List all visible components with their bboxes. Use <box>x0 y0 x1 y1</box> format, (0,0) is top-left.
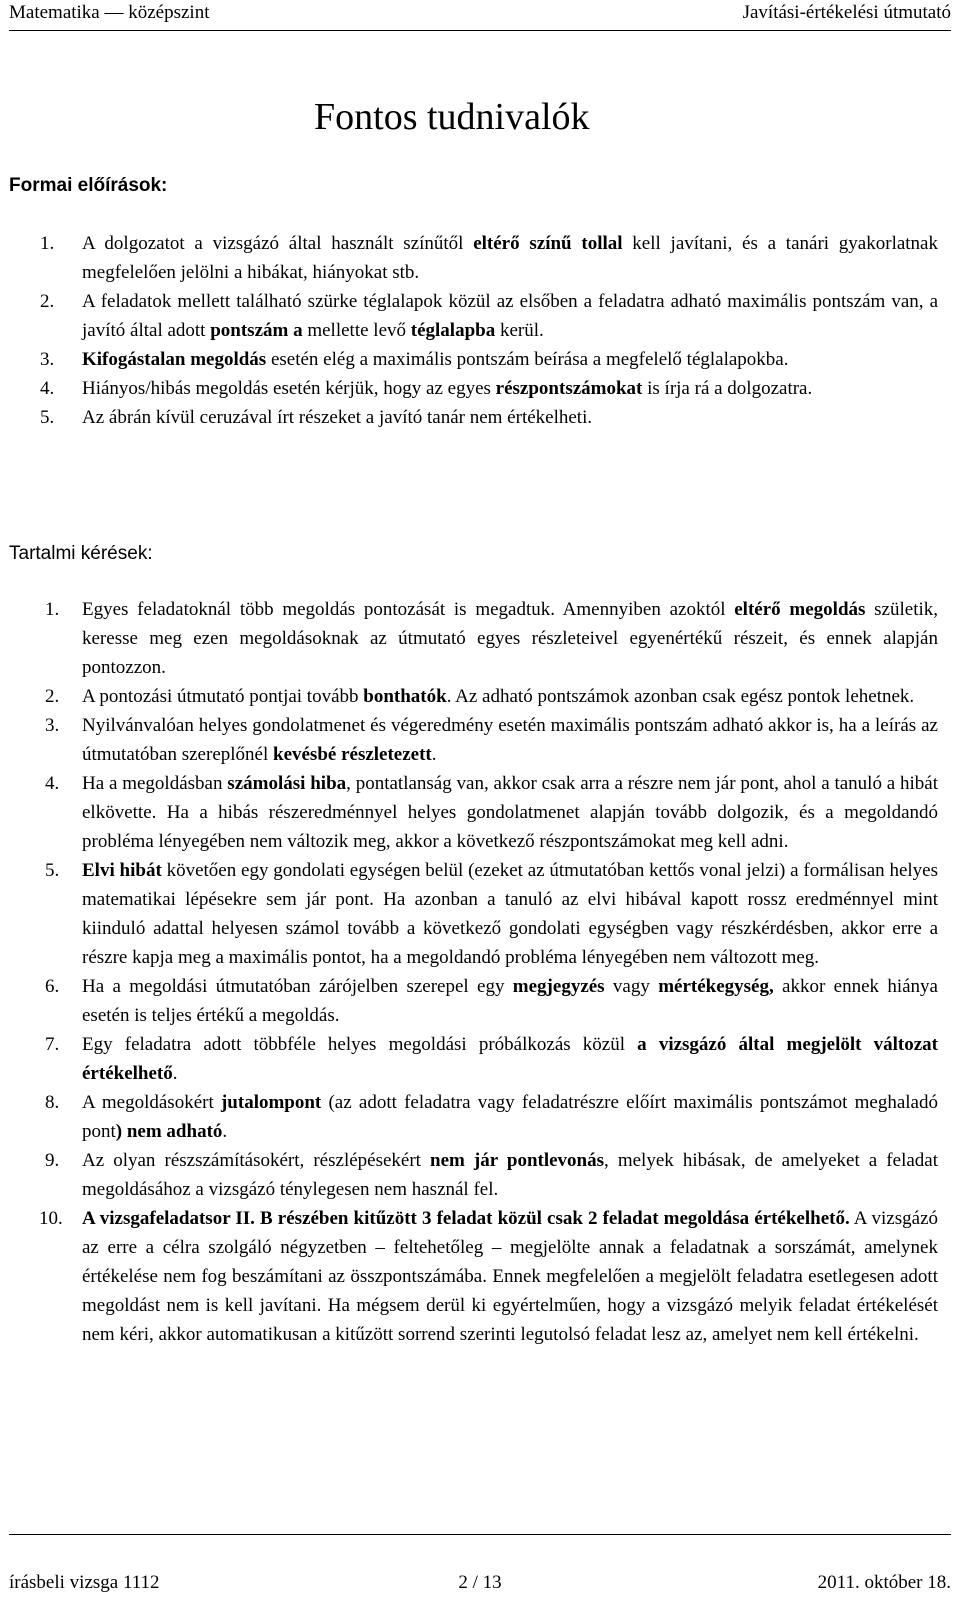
tartalmi-item-5 <box>0 856 960 972</box>
item-emphasis: részpontszámokat <box>495 378 643 399</box>
item-text: . <box>431 744 437 765</box>
footer-date: 2011. október 18. <box>817 1572 951 1593</box>
item-emphasis: a vizsgázó által megjelölt változat értékelhető <box>82 1034 938 1084</box>
page-header <box>9 0 951 31</box>
item-number: 4. <box>40 378 55 399</box>
item-emphasis: kevésbé részletezett <box>273 744 432 765</box>
item-text: Az olyan részszámításokért, részlépésekért <box>82 1150 431 1171</box>
item-number: 1. <box>45 599 60 620</box>
header-subject: Matematika — középszint <box>9 2 210 23</box>
formai-heading: Formai előírások: <box>9 175 168 196</box>
item-number: 6. <box>45 976 60 997</box>
item-number: 9. <box>45 1150 60 1171</box>
item-text: . <box>172 1063 178 1084</box>
header-guide-title: Javítási-értékelési útmutató <box>742 2 951 23</box>
item-text: . Az adható pontszámok azonban csak egész pontok lehetnek. <box>446 686 915 707</box>
item-emphasis: eltérő színű tollal <box>473 233 623 254</box>
item-text: Nyilvánvalóan helyes gondolatmenet és végeredmény esetén maximális pontszám adható akkor is, ha a leírás az útmutatóban szereplőnél <box>82 715 938 765</box>
item-number: 2. <box>40 291 55 312</box>
tartalmi-item-10 <box>0 1204 960 1349</box>
tartalmi-item-9 <box>0 1146 960 1204</box>
item-text: Ha a megoldási útmutatóban zárójelben szerepel egy <box>82 976 513 997</box>
item-text: követően egy gondolati egységen belül (ezeket az útmutatóban kettős vonal jelzi) a formálisan helyes matematikai lépésekre sem jár pont. Ha azonban a tanuló az elvi hibával kapott rossz eredménnyel mint kiinduló adattal helyesen számol tovább a következő gondolati egységben vagy részkérdésben, akkor erre a részre kapja meg a maximális pontot, ha a megoldandó probléma lényegében nem változott meg. <box>82 860 938 968</box>
item-emphasis: pontszám a <box>210 320 303 341</box>
item-emphasis: mértékegység, <box>658 976 774 997</box>
item-emphasis: jutalompont <box>220 1092 322 1113</box>
tartalmi-heading: Tartalmi kérések: <box>9 543 153 564</box>
item-text: A dolgozatot a vizsgázó által használt színűtől <box>82 233 474 254</box>
tartalmi-item-8 <box>0 1088 960 1146</box>
tartalmi-item-3 <box>0 711 960 769</box>
item-number: 4. <box>45 773 60 794</box>
page-footer <box>9 1534 951 1595</box>
item-number: 3. <box>40 349 55 370</box>
item-text: Ha a megoldásban <box>82 773 228 794</box>
item-text: . <box>222 1121 228 1142</box>
tartalmi-list <box>0 595 960 1349</box>
item-number: 1. <box>40 233 55 254</box>
formai-item-1 <box>0 229 960 287</box>
page-title: Fontos tudnivalók <box>314 96 590 138</box>
item-text: Egy feladatra adott többféle helyes megoldási próbálkozás közül <box>82 1034 638 1055</box>
item-emphasis: ) nem adható <box>115 1121 223 1142</box>
formai-item-5 <box>0 403 960 432</box>
item-text: Az ábrán kívül ceruzával írt részeket a javító tanár nem értékelheti. <box>82 407 593 428</box>
item-emphasis: nem jár pontlevonás <box>430 1150 605 1171</box>
tartalmi-item-1 <box>0 595 960 682</box>
item-emphasis: téglalapba <box>410 320 496 341</box>
item-emphasis: megjegyzés <box>512 976 605 997</box>
item-number: 2. <box>45 686 60 707</box>
formai-list <box>0 229 960 432</box>
tartalmi-item-7 <box>0 1030 960 1088</box>
item-text: akkor ennek hiánya esetén is teljes értékű a megoldás. <box>82 976 938 1026</box>
tartalmi-item-6 <box>0 972 960 1030</box>
item-number: 10. <box>39 1208 63 1229</box>
item-text: , melyek hibásak, de amelyeket a feladat megoldásához a vizsgázó ténylegesen nem használ fel. <box>82 1150 938 1200</box>
tartalmi-item-4 <box>0 769 960 856</box>
item-emphasis: eltérő megoldás <box>734 599 866 620</box>
item-text: Egyes feladatoknál több megoldás pontozását is megadtuk. Amennyiben azoktól <box>82 599 735 620</box>
item-text: A vizsgázó az erre a célra szolgáló négyzetben – feltehetőleg – megjelölte annak a feladatnak a sorszámát, amelynek értékelése nem fog beszámítani az összpontszámába. Ennek megfelelően a megjelölt feladatra esetlegesen adott megoldást nem is kell javítani. Ha mégsem derül ki egyértelműen, hogy a vizsgázó melyik feladat értékelését nem kéri, akkor automatikusan a kitűzött sorrend szerinti legutolsó feladat lesz az, amelyet nem kell értékelni. <box>82 1208 938 1345</box>
formai-item-4 <box>0 374 960 403</box>
item-text: születik, keresse meg ezen megoldásoknak az útmutató egyes részleteivel egyenértékű részeit, és ennek alapján pontozzon. <box>82 599 938 678</box>
item-text: mellette levő <box>302 320 411 341</box>
tartalmi-item-2 <box>0 682 960 711</box>
item-text: A megoldásokért <box>82 1092 221 1113</box>
item-number: 3. <box>45 715 60 736</box>
item-text: kerül. <box>495 320 544 341</box>
item-emphasis: számolási hiba <box>227 773 347 794</box>
item-text: kell javítani, és a tanári gyakorlatnak megfelelően jelölni a hibákat, hiányokat stb. <box>82 233 938 283</box>
item-text: vagy <box>604 976 659 997</box>
footer-page-number: 2 / 13 <box>458 1572 502 1593</box>
item-number: 8. <box>45 1092 60 1113</box>
item-text: (az adott feladatra vagy feladatrészre előírt maximális pontszámot meghaladó pont <box>82 1092 938 1142</box>
item-number: 7. <box>45 1034 60 1055</box>
item-number: 5. <box>40 407 55 428</box>
footer-exam-code: írásbeli vizsga 1112 <box>9 1572 160 1593</box>
item-emphasis: bonthatók <box>363 686 447 707</box>
item-number: 5. <box>45 860 60 881</box>
item-text: is írja rá a dolgozatra. <box>642 378 813 399</box>
formai-item-3 <box>0 345 960 374</box>
item-emphasis: Kifogástalan megoldás <box>82 349 267 370</box>
formai-item-2 <box>0 287 960 345</box>
item-text: Hiányos/hibás megoldás esetén kérjük, hogy az egyes <box>82 378 496 399</box>
item-text: , pontatlanság van, akkor csak arra a részre nem jár pont, ahol a tanuló a hibát elkövette. Ha a hibás részeredménnyel helyes gondolatmenet alapján tovább dolgozik, és a megoldandó probléma lényegében nem változik meg, akkor a következő részpontszámokat meg kell adni. <box>82 773 939 852</box>
item-emphasis: Elvi hibát <box>82 860 162 881</box>
item-text: esetén elég a maximális pontszám beírása a megfelelő téglalapokba. <box>266 349 789 370</box>
item-text: A pontozási útmutató pontjai tovább <box>82 686 364 707</box>
item-emphasis: A vizsgafeladatsor II. B részében kitűzött 3 feladat közül csak 2 feladat megoldása értékelhető. <box>82 1208 850 1229</box>
item-text: A feladatok mellett található szürke téglalapok közül az elsőben a feladatra adható maximális pontszám van, a javító által adott <box>82 291 938 341</box>
